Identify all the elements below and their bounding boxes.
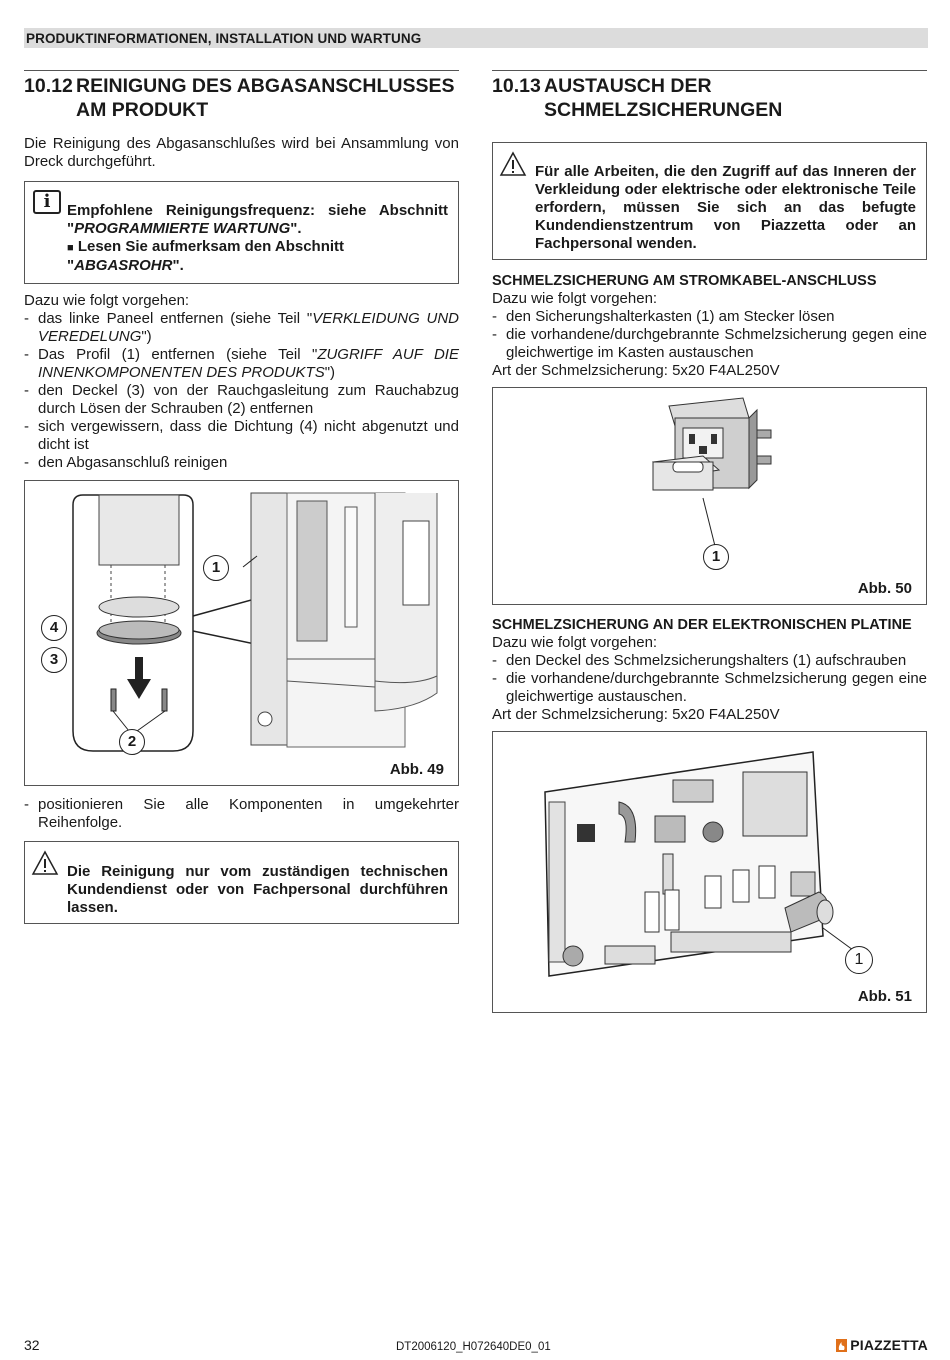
list-item: - positionieren Sie alle Komponenten in umgekehrter Reihenfolge. [24,796,459,832]
steps-intro: Dazu wie folgt vorgehen: [492,634,658,651]
flue-connection-illustration [25,481,458,785]
info-note-line1: Empfohlene Reinigungsfrequenz: siehe Abschnitt "PROGRAMMIERTE WARTUNG". [67,202,448,237]
warning-triangle-icon [499,151,527,177]
info-note-line2: ■ Lesen Sie aufmerksam den Abschnitt "ABGASROHR". [67,238,345,274]
brand-logo [836,1336,928,1354]
intro-text: Die Reinigung des Abgasanschlußes wird bei Ansammlung von Dreck durchgeführt. [24,135,459,170]
steps-list [492,652,927,706]
callout-1: 1 [203,555,229,581]
page-header [24,28,928,48]
callout-2: 2 [119,729,145,755]
warning-note [24,841,459,924]
fuse-holder-illustration [493,388,926,604]
list-item: - die vorhandene/durchgebrannte Schmelzsicherung gegen eine gleichwertige austauschen. [492,670,927,706]
info-icon: i [33,190,61,214]
callout-1: 1 [845,946,873,974]
info-note [24,181,459,284]
section-title: REINIGUNG DES ABGASANSCHLUSSES AM PRODUKT [76,75,455,121]
brand-name: PIAZZETTA [850,1337,928,1353]
fuse-type: Art der Schmelzsicherung: 5x20 F4AL250V [492,362,780,379]
figure-caption: Abb. 50 [857,580,912,597]
list-item: - den Abgasanschluß reinigen [24,454,459,472]
warning-text: Die Reinigung nur vom zuständigen technischen Kundendienst oder von Fachpersonal durchführen lassen. [67,863,448,916]
callout-3: 3 [41,647,67,673]
document-id: DT2006120_H072640DE0_01 [396,1341,551,1353]
section-heading-10-13 [492,70,927,122]
figure-caption: Abb. 49 [389,761,444,778]
list-item: - den Deckel des Schmelzsicherungshalters (1) aufschrauben [492,652,927,670]
subheading-power-cable-fuse: SCHMELZSICHERUNG AM STROMKABEL-ANSCHLUSS [492,273,877,289]
flame-logo-icon [836,1339,847,1352]
subheading-board-fuse: SCHMELZSICHERUNG AN DER ELEKTRONISCHEN PLATINE [492,617,912,633]
figure-51 [492,731,927,1013]
steps-intro: Dazu wie folgt vorgehen: [492,290,658,307]
warning-triangle-icon [31,850,59,876]
figure-50 [492,387,927,605]
warning-note [492,142,927,260]
section-number: 10.13 [492,75,541,97]
left-column [24,70,459,924]
callout-4: 4 [41,615,67,641]
section-title: AUSTAUSCH DER SCHMELZSICHERUNGEN [544,75,783,121]
square-bullet-icon: ■ [67,242,74,254]
section-heading-10-12 [24,70,459,122]
steps-intro: Dazu wie folgt vorgehen: [24,292,190,309]
final-step-list [24,796,459,832]
right-column [492,70,927,1013]
section-number: 10.12 [24,75,73,97]
figure-caption: Abb. 51 [857,988,912,1005]
list-item: - Das Profil (1) entfernen (siehe Teil "ZUGRIFF AUF DIE INNENKOMPONENTEN DES PRODUKTS") [24,346,459,382]
figure-49 [24,480,459,786]
warning-text: Für alle Arbeiten, die den Zugriff auf das Inneren der Verkleidung oder elektrische oder elektronische Teile erfordern, müssen Sie sich an das befugte Kundendienstzentrum von Piazzetta oder an Fachpersonal wenden. [535,163,916,252]
list-item: - die vorhandene/durchgebrannte Schmelzsicherung gegen eine gleichwertige im Kasten austauschen [492,326,927,362]
list-item: - sich vergewissern, dass die Dichtung (4) nicht abgenutzt und dicht ist [24,418,459,454]
list-item: - den Sicherungshalterkasten (1) am Stecker lösen [492,308,927,326]
callout-1: 1 [703,544,729,570]
steps-list [24,310,459,472]
page-footer [24,1336,928,1356]
page-number: 32 [24,1337,40,1353]
steps-list [492,308,927,362]
list-item: - das linke Paneel entfernen (siehe Teil "VERKLEIDUNG UND VEREDELUNG") [24,310,459,346]
list-item: - den Deckel (3) von der Rauchgasleitung zum Rauchabzug durch Lösen der Schrauben (2) entfernen [24,382,459,418]
fuse-type: Art der Schmelzsicherung: 5x20 F4AL250V [492,706,780,723]
header-title: PRODUKTINFORMATIONEN, INSTALLATION UND WARTUNG [26,31,422,46]
